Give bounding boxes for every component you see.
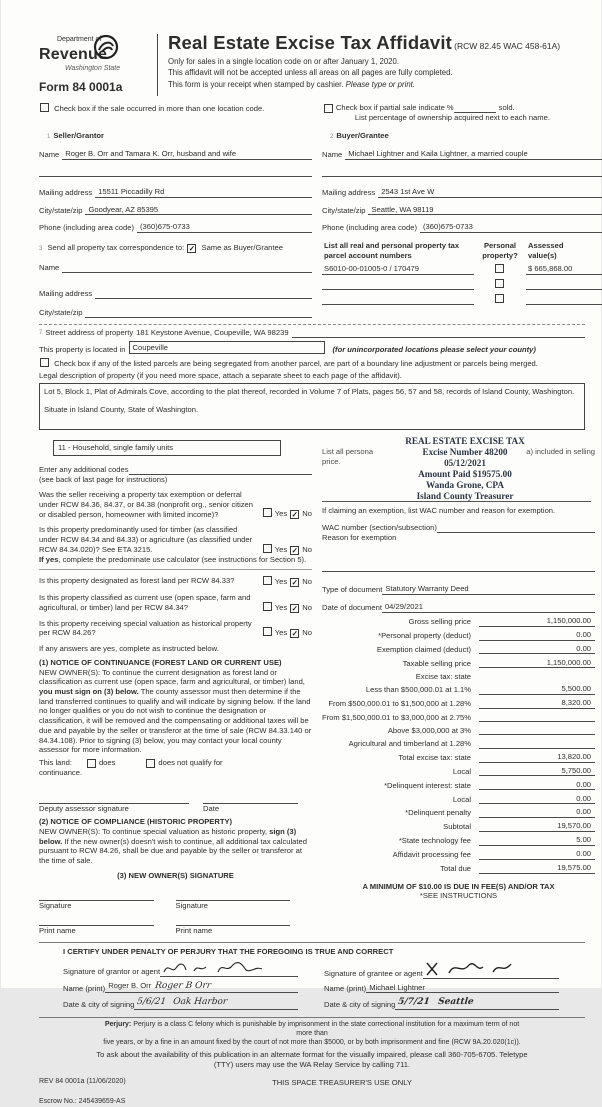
- grantee-date-city-label: Date & city of signing: [324, 1000, 396, 1010]
- parcel-row: [322, 279, 602, 290]
- correspondence-label: Send all property tax correspondence to:: [47, 243, 185, 252]
- located-in-note: (for unincorporated locations please select your county): [332, 344, 536, 354]
- personal-property-checkbox-1[interactable]: [495, 264, 504, 273]
- treasurer-use-only: THIS SPACE TREASURER'S USE ONLY: [272, 1078, 412, 1088]
- exemption-claimed-field[interactable]: 0.00: [479, 644, 595, 655]
- buyer-grantee-heading: Buyer/Grantee: [336, 131, 389, 141]
- parcel-number-field-3[interactable]: [322, 295, 474, 305]
- buyer-mailing-label: Mailing address: [322, 187, 376, 197]
- q2-yes-checkbox[interactable]: [263, 544, 272, 553]
- included-in-selling-fragment: a) included in selling: [526, 446, 596, 456]
- stamp-title: REAL ESTATE EXCISE TAX: [405, 435, 525, 446]
- print-name-label-1: Print name: [39, 926, 76, 936]
- q5-yes-checkbox[interactable]: [263, 627, 272, 636]
- header-instruction-1: Only for sales in a single location code on or after January 1, 2020.: [168, 56, 400, 66]
- stamp-treasurer-name: Wanda Grone, CPA: [425, 479, 505, 490]
- tax-label: *State technology fee: [398, 836, 472, 846]
- legal-description-box[interactable]: [39, 383, 585, 430]
- buyer-phone-label: Phone (including area code): [322, 223, 417, 233]
- located-in-row: [39, 341, 585, 355]
- this-land-row: This land: does does not qualify for: [39, 758, 223, 768]
- additional-codes-field[interactable]: [129, 465, 313, 475]
- local-tax-field[interactable]: 5,750.00: [479, 766, 595, 777]
- q1-yes-checkbox[interactable]: [263, 508, 272, 517]
- does-not-checkbox[interactable]: [146, 759, 155, 768]
- type-of-document-label: Type of document: [322, 585, 383, 595]
- partial-sale-percent-field[interactable]: [454, 103, 496, 113]
- reason-for-exemption-label: Reason for exemption: [322, 532, 397, 542]
- notice3-title: (3) NEW OWNER(S) SIGNATURE: [117, 870, 234, 880]
- stamp-excise-number: Excise Number 48200: [422, 446, 508, 457]
- q4-no-checkbox[interactable]: ✓: [291, 603, 298, 613]
- ownership-percentage-note: List percentage of ownership acquired next to each name.: [354, 112, 550, 122]
- predominate-use-note: If yes, complete the predominate use calculator (see instructions for Section 5).: [39, 554, 307, 564]
- question-forest-land: Is this property designated as forest land per RCW 84.33? Yes ✓ No: [39, 576, 312, 588]
- grantor-date-city-label: Date & city of signing: [63, 1000, 135, 1010]
- deputy-assessor-signature-field[interactable]: [39, 794, 189, 804]
- parcel-row: [322, 294, 602, 305]
- total-due-field[interactable]: 19,575.00: [479, 863, 595, 874]
- certification-section: [39, 942, 585, 1012]
- notice2-body: NEW OWNER(S): To continue special valuation as historic property, sign (3) below. If the new owner(s) doesn't wish to continue, all additional tax calculated pursuant to RCW 84.26, shall be due and payable by the seller or transferor at the time of sale.: [39, 826, 307, 866]
- reet-affidavit-form: [1, 0, 601, 1105]
- correspondence-name-label: Name: [39, 262, 60, 272]
- tax-label: Less than $500,000.01 at 1.1%: [365, 685, 472, 695]
- header-instruction-3: This form is your receipt when stamped by cashier. Please type or print.: [168, 80, 416, 90]
- correspondence-mailing-label: Mailing address: [39, 288, 93, 298]
- grantor-name-handwriting: Roger B Orr: [155, 980, 212, 991]
- alt-format-line-1: To ask about the availability of this publication in an alternate format for the visually impaired, please call 360-705-6705. Teletype: [96, 1049, 528, 1059]
- alt-format-line-2: (TTY) users may use the WA Relay Service by calling 711.: [213, 1059, 411, 1069]
- buyer-grantee-section: [322, 131, 602, 317]
- multi-location-check-row: [39, 103, 323, 123]
- tax-label: *Personal property (deduct): [378, 630, 472, 640]
- question-exemption-deferral: Was the seller receiving a property tax exemption or deferral under RCW 84.36, 84.37, or 84.38 (nonprofit org., senior citizen or disabled person, homeowner with limited income)? Yes ✓ No: [39, 490, 312, 520]
- reason-for-exemption-field[interactable]: [322, 562, 595, 572]
- delinquent-penalty-field[interactable]: 0.00: [479, 807, 595, 818]
- perjury-line-2: more than: [296, 1029, 328, 1037]
- grantee-date-city-field[interactable]: 5/7/21 Seattle: [395, 997, 559, 1010]
- tax-label: Total due: [440, 864, 472, 874]
- legal-description-label: Legal description of property (if you need more space, attach a separate sheet to each page of the affidavit).: [39, 371, 402, 381]
- grantor-signature-label: Signature of grantor or agent: [63, 966, 161, 976]
- total-excise-state-field[interactable]: 13,820.00: [479, 752, 595, 763]
- minimum-due-note: A MINIMUM OF $10.00 IS DUE IN FEE(S) AND/OR TAX: [362, 881, 555, 891]
- seller-grantor-section: [39, 131, 322, 317]
- excise-tax-stamp: [340, 436, 590, 502]
- q3-no-checkbox[interactable]: ✓: [291, 578, 298, 588]
- dor-state-line: Washington State: [65, 65, 121, 73]
- tax-label: From $500,000.01 to $1,500,000 at 1.28%: [328, 699, 472, 709]
- correspondence-city-field[interactable]: [85, 308, 312, 318]
- personal-property-checkbox-3[interactable]: [495, 294, 504, 303]
- parcel-number-field-2[interactable]: [322, 280, 474, 290]
- agricultural-tax-field[interactable]: [479, 739, 595, 749]
- question-historical: Is this property receiving special valuation as historical property per RCW 84.26? Yes ✓ No: [39, 618, 312, 639]
- tax-label: Local: [452, 766, 472, 776]
- tax-label: Exemption claimed (deduct): [376, 644, 472, 654]
- legal-description-text: Lot 5, Block 1, Plat of Admirals Cove, according to the plat thereof, recorded in Volume 7 of Plats, pages 56, 57 and 58, records of Island County, Washington.: [44, 386, 575, 396]
- q4-yes-checkbox[interactable]: [263, 602, 272, 611]
- partial-sale-checkbox[interactable]: [324, 104, 333, 113]
- tier4-tax-field[interactable]: [479, 725, 595, 735]
- section-7-number: 7: [39, 330, 43, 336]
- deputy-assessor-signature-label: Deputy assessor signature: [39, 803, 129, 813]
- stamp-amount-paid: Amount Paid $19575.00: [418, 468, 512, 479]
- page-title: Real Estate Excise Tax Affidavit (RCW 82.45 WAC 458-61A): [168, 32, 561, 53]
- correspondence-row: [39, 243, 312, 254]
- street-address-row: [39, 328, 585, 338]
- stamp-date: 05/12/2021: [444, 457, 486, 468]
- tax-label: *Delinquent penalty: [405, 808, 472, 818]
- parcel-row: [322, 264, 602, 275]
- gross-selling-price-field[interactable]: 1,150,000.00: [479, 616, 595, 627]
- buyer-mailing-field[interactable]: 2543 1st Ave W: [378, 187, 602, 198]
- grantor-date-city-field[interactable]: 5/6/21 Oak Harbor: [134, 997, 298, 1010]
- personal-property-deduct-field[interactable]: 0.00: [479, 630, 595, 641]
- grantee-name-field[interactable]: Michael Lightner: [366, 983, 559, 994]
- partial-sale-sold-label: sold.: [498, 103, 515, 113]
- multi-location-checkbox[interactable]: [40, 103, 49, 112]
- q2-no-checkbox[interactable]: ✓: [291, 545, 298, 555]
- tax-label: Total excise tax: state: [398, 752, 472, 762]
- additional-codes-note: (see back of last page for instructions): [39, 474, 168, 484]
- dor-logo: [39, 34, 157, 96]
- additional-codes-label: Enter any additional codes: [39, 464, 129, 474]
- personal-property-checkbox-2[interactable]: [495, 279, 504, 288]
- buyer-name-field[interactable]: Michael Lightner and Kaila Lightner, a married couple: [345, 149, 602, 160]
- seller-grantor-heading: Seller/Grantor: [53, 131, 104, 141]
- seller-city-field[interactable]: Goodyear, AZ 85395: [85, 205, 312, 216]
- grantee-signature-label: Signature of grantee or agent: [324, 968, 423, 978]
- section-1-number: 1: [47, 134, 51, 141]
- deputy-date-label: Date: [203, 803, 220, 813]
- exemption-claim-note: If claiming an exemption, list WAC number and reason for exemption.: [322, 505, 556, 515]
- seller-name-label: Name: [39, 150, 60, 160]
- seller-name-field[interactable]: Roger B. Orr and Tamara K. Orr, husband and wife: [62, 149, 312, 160]
- tax-label: Taxable selling price: [402, 658, 472, 668]
- tax-label: Subtotal: [443, 822, 472, 832]
- tax-label: Agricultural and timberland at 1.28%: [348, 738, 472, 748]
- located-in-select[interactable]: Coupeville: [129, 341, 325, 355]
- new-owner-printname-field-2[interactable]: [176, 916, 291, 926]
- perjury-line-3: five years, or by a fine in an amount fixed by the court of not more than $5000, or by both imprisonment and fine (RCW 9A.20.020(1c)).: [103, 1038, 521, 1046]
- dor-revenue-wordmark: Revenue: [39, 45, 108, 63]
- notice1-title: (1) NOTICE OF CONTINUANCE (FOREST LAND OR CURRENT USE): [39, 657, 282, 667]
- excise-tax-state-header: Excise tax: state: [415, 671, 472, 681]
- footer: [39, 1017, 585, 1107]
- treasurer-stamp-zone: [322, 436, 595, 502]
- q5-no-checkbox[interactable]: ✓: [291, 629, 298, 639]
- section-3-number: 3: [39, 246, 43, 252]
- tier1-tax-field[interactable]: 5,500.00: [479, 684, 595, 695]
- q3-yes-checkbox[interactable]: [263, 576, 272, 585]
- seller-name-field-2[interactable]: [39, 167, 312, 177]
- form-number: Form 84 0001a: [39, 80, 123, 95]
- multi-location-label: Check box if the sale occurred in more than one location code.: [54, 103, 265, 113]
- new-owner-printname-field-1[interactable]: [39, 916, 154, 926]
- assessed-value-field-3[interactable]: [526, 295, 602, 305]
- buyer-phone-field[interactable]: (360)675-0733: [420, 222, 602, 233]
- tax-label: *Delinquent interest: state: [384, 780, 472, 790]
- notice1-body: NEW OWNER(S): To continue the current designation as forest land or classification as current use (open space, farm and agricultural, or timber) land, you must sign on (3) below. The county assessor must then determine if the land transferred continues to qualify and will indicate by signing below. If the land no longer qualifies or you do not wish to continue the designation or classification, it will be removed and the compensating or additional taxes will be due and payable by the seller or transferor at the time of sale (RCW 84.33.140 or 84.34.108). Prior to signing (3) below, you may contact your local county assessor for more information.: [39, 667, 312, 755]
- grantor-signature-handwriting: [160, 960, 270, 976]
- print-name-label-2: Print name: [175, 926, 213, 936]
- subtotal-field[interactable]: 19,570.00: [479, 821, 595, 832]
- header-instruction-2: This affidavit will not be accepted unless all areas on all pages are fully completed.: [168, 68, 453, 78]
- located-in-label: This property is located in: [39, 344, 126, 354]
- tax-label: Gross selling price: [408, 616, 472, 626]
- date-of-document-field[interactable]: 04/29/2021: [382, 602, 595, 613]
- tier3-tax-field[interactable]: [479, 712, 595, 722]
- correspondence-name-field[interactable]: [62, 263, 312, 273]
- seller-phone-label: Phone (including area code): [39, 223, 134, 233]
- stamp-treasurer-title: Island County Treasurer: [416, 490, 514, 501]
- date-of-document-label: Date of document: [322, 602, 382, 612]
- delinquent-interest-state-field[interactable]: 0.00: [479, 780, 595, 791]
- seller-mailing-label: Mailing address: [39, 187, 93, 197]
- tax-label: Local: [452, 794, 472, 804]
- grantee-name-label: Name (print): [324, 983, 367, 993]
- rev-number: REV 84 0001a (11/06/2020): [39, 1078, 126, 1086]
- parcel-number-field[interactable]: S6010-00-01005-0 / 170479: [322, 264, 474, 275]
- grantor-name-field[interactable]: Roger B. Orr Roger B Orr: [105, 981, 298, 994]
- tax-label: From $1,500,000.01 to $3,000,000 at 2.75%: [322, 712, 472, 722]
- tax-label: Affidavit processing fee: [392, 850, 472, 860]
- perjury-line-1: Perjury: Perjury is a class C felony which is punishable by imprisonment in the state correctional institution for a maximum term of not: [104, 1020, 520, 1028]
- signature-label-2: Signature: [175, 900, 209, 910]
- question-timber-agriculture: Is this property predominantly used for timber (as classified under RCW 84.34 and 84.33) or agriculture (as classified under RCW 84.34.020)? See ETA 3215. Yes ✓ No: [39, 525, 312, 555]
- price-fragment: price.: [322, 456, 341, 466]
- street-address-value[interactable]: 181 Keystone Avenue, Coupeville, WA 98239: [136, 327, 289, 337]
- correspondence-city-label: City/state/zip: [39, 307, 83, 317]
- list-personal-property-fragment: List all persona: [322, 446, 374, 456]
- question-current-use: Is this property classified as current use (open space, farm and agricultural, or timber) land per RCW 84.34? Yes ✓ No: [39, 593, 312, 613]
- legal-description-situate: Situate in Island County, State of Washington.: [44, 404, 199, 414]
- section-2-number: 2: [330, 134, 334, 141]
- grantor-signature-field[interactable]: [160, 960, 298, 977]
- segregated-label: Check box if any of the listed parcels are being segregated from another parcel, are part of a boundary line adjustment or parcels being merged.: [54, 359, 538, 369]
- title-rcw: (RCW 82.45 WAC 458-61A): [454, 41, 561, 51]
- certify-title: I CERTIFY UNDER PENALTY OF PERJURY THAT THE FOREGOING IS TRUE AND CORRECT: [63, 946, 394, 956]
- signature-label-1: Signature: [39, 900, 72, 910]
- grantor-name-label: Name (print): [63, 983, 106, 993]
- q1-no-checkbox[interactable]: ✓: [291, 510, 298, 520]
- dor-swirl-icon: [93, 34, 119, 60]
- same-as-buyer-label: Same as Buyer/Grantee: [201, 243, 283, 252]
- deputy-date-field[interactable]: [203, 794, 298, 804]
- buyer-city-label: City/state/zip: [322, 205, 366, 215]
- tax-label: Above $3,000,000 at 3%: [387, 725, 472, 735]
- assessed-value-field[interactable]: $ 665,868.00: [526, 264, 602, 275]
- type-of-document-field[interactable]: Statutory Warranty Deed: [382, 584, 595, 595]
- partial-sale-label: Check box if partial sale indicate %: [335, 103, 454, 113]
- delinquent-interest-local-field[interactable]: 0.00: [479, 794, 595, 805]
- parcel-table-header: List all real and personal property tax parcel account numbers Personal property? Assessed value(s): [324, 241, 564, 260]
- continuance-word: continuance.: [39, 767, 83, 777]
- see-instructions-note: *SEE INSTRUCTIONS: [419, 891, 498, 901]
- same-as-buyer-checkbox[interactable]: ✓: [188, 244, 196, 253]
- buyer-city-field[interactable]: Seattle, WA 98119: [368, 205, 602, 216]
- assessed-value-field-2[interactable]: [526, 280, 602, 290]
- dor-dept-line: Department of: [57, 36, 102, 43]
- partial-sale-check-row: [323, 103, 585, 123]
- affidavit-processing-fee-field[interactable]: 0.00: [479, 849, 595, 860]
- seller-phone-field[interactable]: (360)675-0733: [137, 222, 312, 233]
- tier2-tax-field[interactable]: 8,320.00: [479, 698, 595, 709]
- taxable-selling-price-field[interactable]: 1,150,000.00: [479, 658, 595, 669]
- if-yes-note: If any answers are yes, complete as instructed below.: [39, 644, 219, 654]
- grantee-signature-handwriting: [423, 960, 523, 978]
- street-address-label: Street address of property: [45, 327, 134, 337]
- correspondence-mailing-field[interactable]: [95, 289, 312, 299]
- segregated-checkbox[interactable]: [40, 358, 49, 367]
- seller-mailing-field[interactable]: 15511 Piccadilly Rd: [95, 187, 312, 198]
- buyer-name-field-2[interactable]: [322, 167, 602, 177]
- land-use-code-box[interactable]: 11 - Household, single family units: [53, 440, 281, 456]
- wac-number-field[interactable]: [437, 523, 595, 533]
- buyer-name-label: Name: [322, 150, 343, 160]
- state-technology-fee-field[interactable]: 5.00: [479, 835, 595, 846]
- wac-number-label: WAC number (section/subsection): [322, 522, 437, 532]
- form-header: [39, 34, 585, 96]
- notice2-title: (2) NOTICE OF COMPLIANCE (HISTORIC PROPERTY): [39, 817, 233, 827]
- grantee-signature-field[interactable]: [423, 960, 559, 979]
- escrow-number: Escrow No.: 245439659-AS: [39, 1097, 126, 1105]
- new-owner-signature-field-2[interactable]: [176, 891, 291, 901]
- segregated-check-row: [39, 358, 585, 369]
- does-checkbox[interactable]: [87, 759, 96, 768]
- seller-city-label: City/state/zip: [39, 205, 83, 215]
- new-owner-signature-field-1[interactable]: [39, 891, 154, 901]
